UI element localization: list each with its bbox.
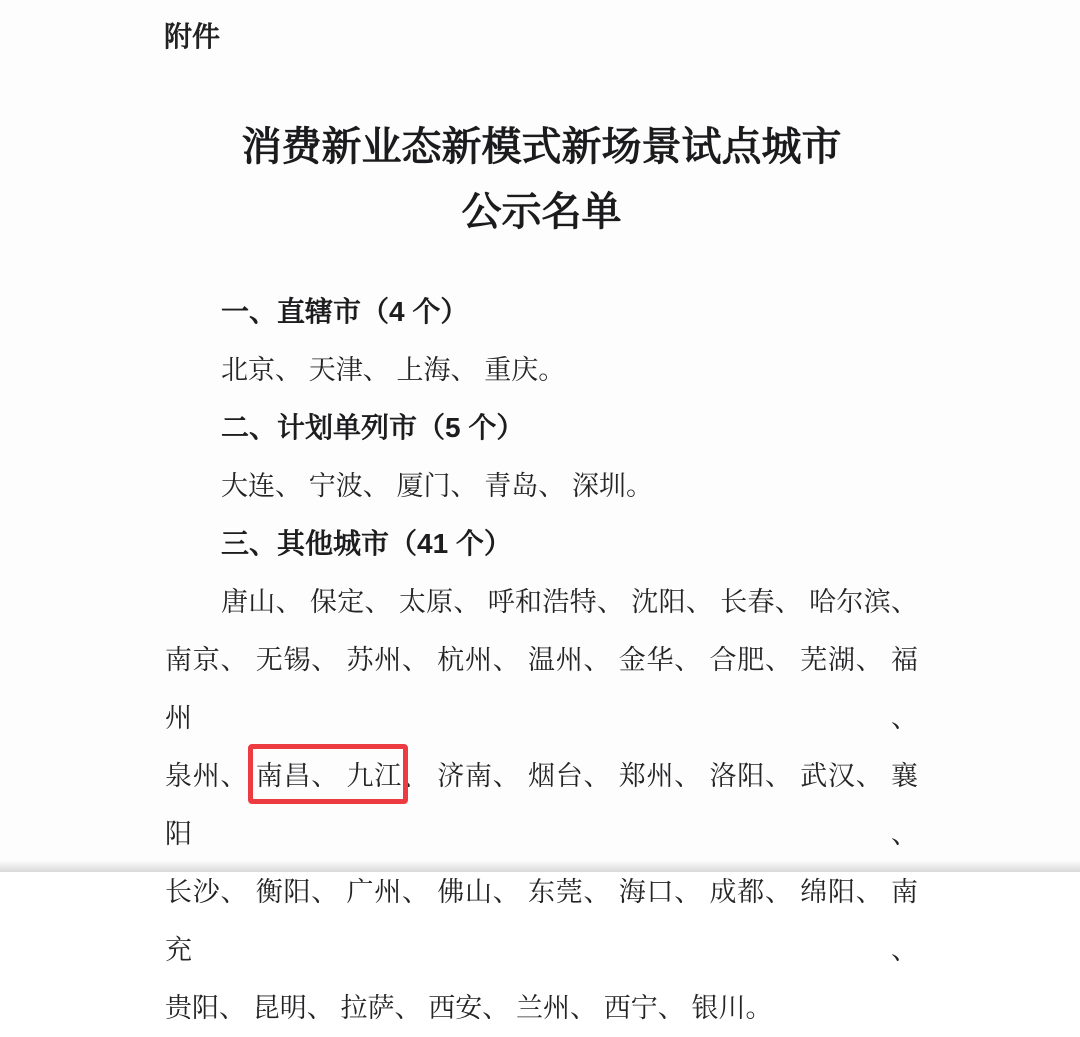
city-list-row-5: 贵阳、 昆明、 拉萨、 西安、 兰州、 西宁、 银川。 (165, 993, 773, 1023)
city-list-row-4: 长沙、 衡阳、 广州、 佛山、 东莞、 海口、 成都、 绵阳、 南充、 (165, 877, 918, 965)
title-line-2: 公示名单 (461, 189, 622, 234)
title-line-1: 消费新业态新模式新场景试点城市 (241, 124, 842, 169)
section-heading-plan-listed-cities: 二、计划单列市（5 个） (221, 412, 525, 443)
city-list-row-1: 唐山、 保定、 太原、 呼和浩特、 沈阳、 长春、 哈尔滨、 (221, 587, 918, 617)
document-title (165, 114, 918, 244)
city-list-plan-listed-cities: 大连、 宁波、 厦门、 青岛、 深圳。 (221, 471, 653, 501)
city-list-segment-after-highlight: 、 济南、 烟台、 郑州、 洛阳、 武汉、 襄阳、 (165, 761, 918, 849)
city-list-row-2: 南京、 无锡、 苏州、 杭州、 温州、 金华、 合肥、 芜湖、 福州、 (165, 645, 918, 733)
city-list-municipalities: 北京、 天津、 上海、 重庆。 (221, 355, 566, 385)
section-heading-other-cities: 三、其他城市（41 个） (221, 528, 512, 559)
city-list-row-3 (165, 747, 918, 863)
highlighted-cities: 南昌、 九江 (255, 761, 402, 791)
attachment-label: 附件 (164, 21, 221, 52)
page-bottom-edge (0, 860, 1080, 872)
document-body (165, 283, 918, 1037)
city-list-segment-before-highlight: 泉州、 (165, 761, 256, 791)
highlight-box (256, 761, 402, 791)
section-heading-municipalities: 一、直辖市（4 个） (221, 296, 469, 327)
